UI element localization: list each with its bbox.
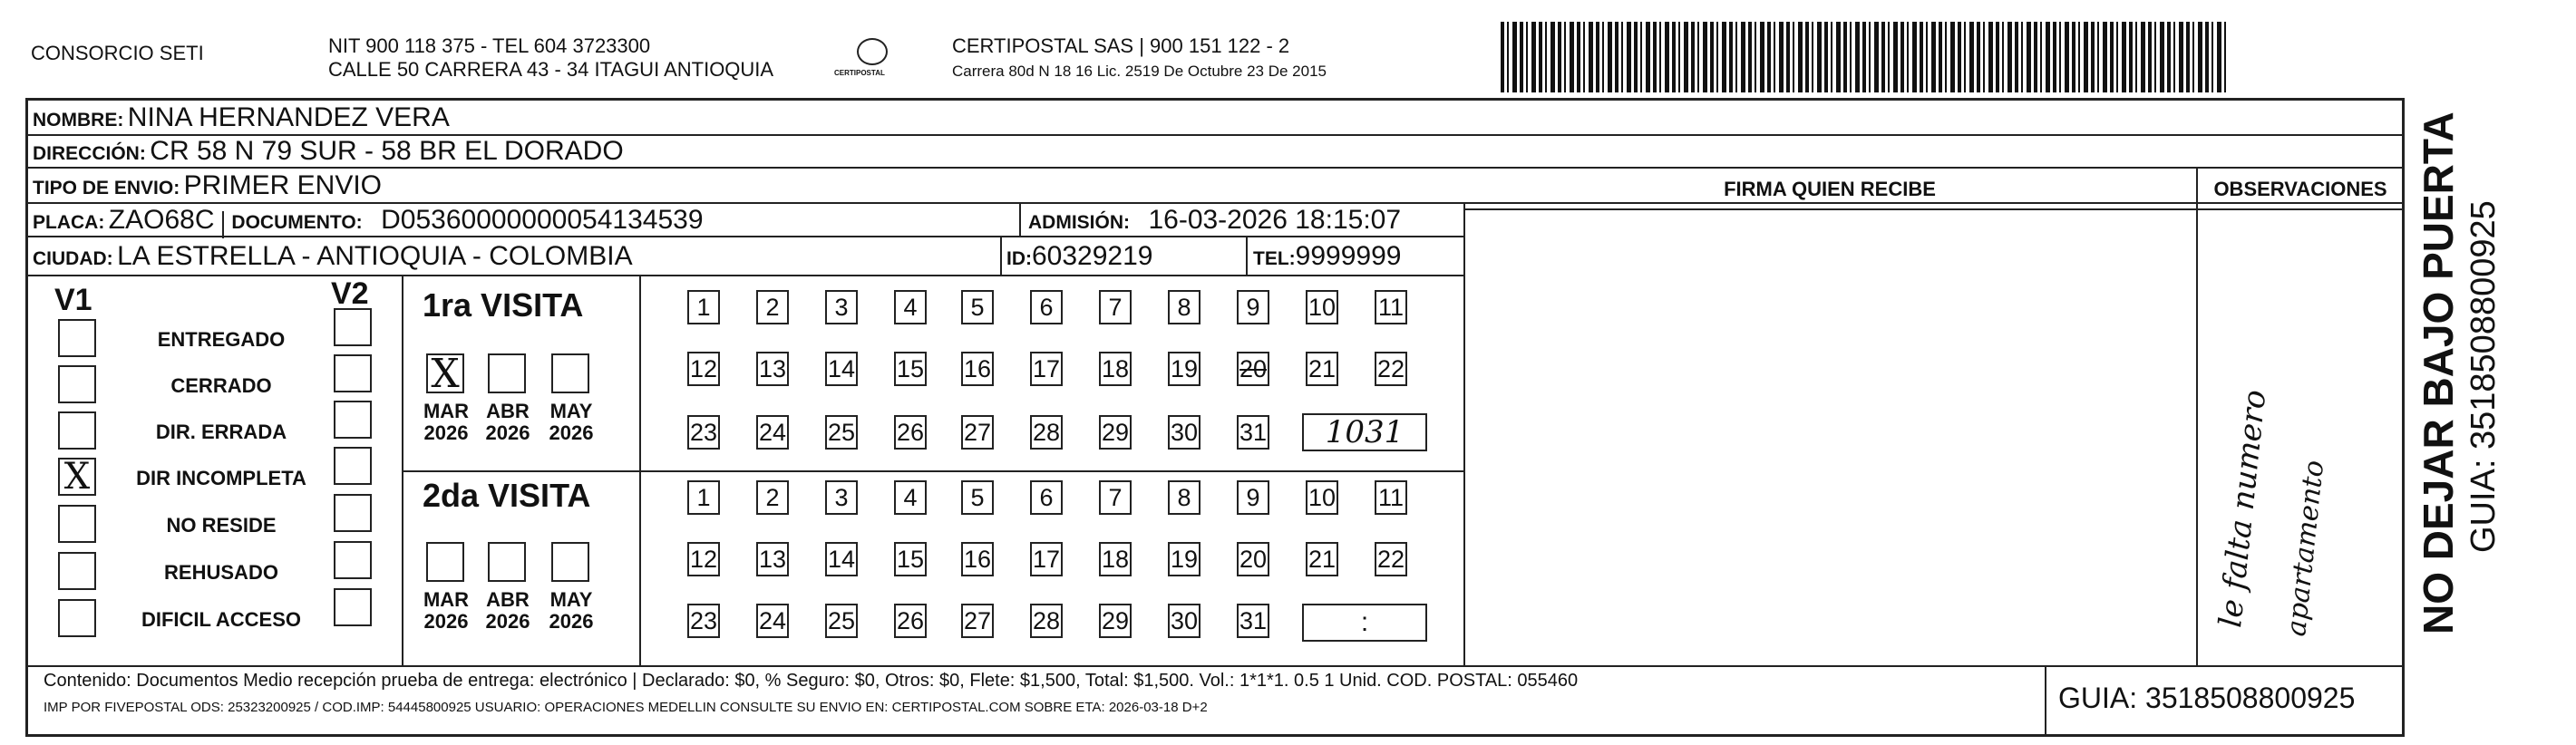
- v1-checkbox: [58, 411, 96, 450]
- day-box: 3: [825, 480, 858, 515]
- day-box: 27: [961, 604, 994, 638]
- day-box: 18: [1099, 352, 1132, 386]
- nombre-value: NINA HERNANDEZ VERA: [127, 102, 450, 132]
- direccion-value: CR 58 N 79 SUR - 58 BR EL DORADO: [150, 136, 624, 166]
- day-box: 5: [961, 290, 994, 324]
- day-box: 28: [1030, 604, 1063, 638]
- day-box: 12: [687, 352, 720, 386]
- tel-row: [1253, 241, 1401, 276]
- certipostal-logo-icon: [857, 38, 888, 65]
- day-box: 1: [687, 290, 720, 324]
- month-year: 2026: [485, 421, 530, 444]
- day-box: 9: [1237, 480, 1269, 515]
- day-box: 10: [1306, 290, 1338, 324]
- status-label: DIR. ERRADA: [155, 421, 287, 443]
- v1-checkbox: [58, 599, 96, 637]
- day-box: 20: [1237, 542, 1269, 576]
- no-dejar-bajo-puerta: NO DEJAR BAJO PUERTA: [2415, 111, 2462, 634]
- day-box: 22: [1375, 352, 1407, 386]
- day-box: 21: [1306, 352, 1338, 386]
- month-year: 2026: [485, 610, 530, 633]
- day-box: 13: [756, 352, 789, 386]
- tel-value: 9999999: [1295, 241, 1402, 271]
- month-label: MAY: [549, 588, 593, 611]
- day-box: 5: [961, 480, 994, 515]
- month-checkbox: X: [426, 353, 464, 393]
- day-box: 29: [1099, 604, 1132, 638]
- company-name: CONSORCIO SETI: [31, 42, 204, 64]
- day-box: 6: [1030, 480, 1063, 515]
- id-row: [1006, 241, 1152, 276]
- direccion-row: [33, 136, 624, 171]
- day-box: 4: [894, 480, 927, 515]
- day-box: 25: [825, 415, 858, 450]
- day-box: 24: [756, 415, 789, 450]
- day-box: 8: [1168, 480, 1201, 515]
- day-box: 19: [1168, 352, 1201, 386]
- license-line: Carrera 80d N 18 16 Lic. 2519 De Octubre 23 De 2015: [952, 63, 1327, 80]
- nombre-row: [33, 102, 450, 138]
- day-box: 8: [1168, 290, 1201, 324]
- status-label: NO RESIDE: [166, 514, 277, 537]
- tipo-row: [33, 170, 382, 206]
- day-box: 25: [825, 604, 858, 638]
- visit2-time-box: :: [1302, 604, 1427, 642]
- observaciones-header: OBSERVACIONES: [2213, 178, 2387, 200]
- v1-checkbox: [58, 552, 96, 590]
- admision-label: ADMISIÓN:: [1028, 212, 1130, 233]
- day-box: 26: [894, 415, 927, 450]
- day-box: 30: [1168, 415, 1201, 450]
- day-box: 29: [1099, 415, 1132, 450]
- v1-header: V1: [54, 283, 92, 317]
- day-box: 19: [1168, 542, 1201, 576]
- status-label: DIFICIL ACCESO: [141, 608, 301, 631]
- footer-content-line: Contenido: Documentos Medio recepción prueba de entrega: electrónico | Declarado: $0, % Seguro: $0, Otros: $0, Flete: $1,500, Total: $1,500. Vol.: 1*1*1. 0.5 1 Unid. COD. POSTAL: 055460: [44, 671, 1579, 691]
- documento-label: DOCUMENTO:: [231, 212, 363, 233]
- month-label: ABR: [486, 588, 530, 611]
- ciudad-row: [33, 241, 633, 276]
- day-box: 1: [687, 480, 720, 515]
- barcode: [1501, 22, 2226, 92]
- day-box: 16: [961, 542, 994, 576]
- day-box: 11: [1375, 480, 1407, 515]
- side-guia: GUIA: 3518508800925: [2464, 200, 2503, 553]
- day-box: 14: [825, 352, 858, 386]
- day-box: 16: [961, 352, 994, 386]
- ciudad-label: CIUDAD:: [33, 248, 113, 269]
- day-box: 10: [1306, 480, 1338, 515]
- visit1-time-box: 1031: [1302, 413, 1427, 451]
- month-year: 2026: [423, 610, 469, 633]
- address-line: CALLE 50 CARRERA 43 - 34 ITAGUI ANTIOQUIA: [328, 58, 774, 81]
- day-box: 15: [894, 542, 927, 576]
- day-box: 21: [1306, 542, 1338, 576]
- v2-header: V2: [331, 276, 369, 311]
- month-checkbox: [488, 542, 526, 582]
- status-label: REHUSADO: [164, 561, 278, 584]
- observation-note-2: apartamento: [2280, 459, 2331, 638]
- v1-checkbox: [58, 505, 96, 543]
- month-year: 2026: [423, 421, 469, 444]
- day-box: 31: [1237, 415, 1269, 450]
- direccion-label: DIRECCIÓN:: [33, 143, 146, 164]
- day-box: 9: [1237, 290, 1269, 324]
- v2-checkbox: [334, 308, 372, 346]
- day-box: 12: [687, 542, 720, 576]
- v2-checkbox: [334, 447, 372, 485]
- logo-text: CERTIPOSTAL: [834, 69, 885, 77]
- v1-checkbox: X: [58, 458, 96, 496]
- v2-checkbox: [334, 494, 372, 532]
- v2-checkbox: [334, 401, 372, 439]
- day-box: 6: [1030, 290, 1063, 324]
- day-box: 27: [961, 415, 994, 450]
- v2-checkbox: [334, 588, 372, 626]
- day-box: 13: [756, 542, 789, 576]
- admision-row: [1028, 205, 1401, 240]
- day-box: 23: [687, 604, 720, 638]
- day-box: 14: [825, 542, 858, 576]
- month-checkbox: [426, 542, 464, 582]
- day-box: 17: [1030, 542, 1063, 576]
- day-box: 30: [1168, 604, 1201, 638]
- tel-label: TEL:: [1253, 248, 1296, 269]
- day-box: 4: [894, 290, 927, 324]
- visit2-title: 2da VISITA: [423, 477, 591, 514]
- tipo-value: PRIMER ENVIO: [183, 170, 383, 200]
- month-label: MAY: [549, 400, 593, 422]
- footer-guia: GUIA: 3518508800925: [2058, 682, 2356, 714]
- day-box: 3: [825, 290, 858, 324]
- day-box: 7: [1099, 290, 1132, 324]
- month-checkbox: [488, 353, 526, 393]
- placa-value: ZAO68C: [108, 205, 215, 235]
- status-label: CERRADO: [170, 374, 272, 397]
- nombre-label: NOMBRE:: [33, 110, 124, 131]
- month-checkbox: [551, 542, 589, 582]
- month-year: 2026: [549, 421, 594, 444]
- day-box: 17: [1030, 352, 1063, 386]
- footer-print-line: IMP POR FIVEPOSTAL ODS: 25323200925 / COD.IMP: 54445800925 USUARIO: OPERACIONES MEDELLIN CONSULTE SU ENVIO EN: CERTIPOSTAL.COM SOBRE ETA: 2026-03-18 D+2: [44, 700, 1208, 715]
- id-label: ID:: [1006, 248, 1032, 269]
- observation-note-1: le falta numero: [2212, 388, 2274, 630]
- day-box: 2: [756, 290, 789, 324]
- status-label: DIR INCOMPLETA: [136, 467, 306, 489]
- day-box: 28: [1030, 415, 1063, 450]
- certipostal-line: CERTIPOSTAL SAS | 900 151 122 - 2: [952, 34, 1290, 57]
- admision-value: 16-03-2026 18:15:07: [1148, 205, 1402, 235]
- day-box: 18: [1099, 542, 1132, 576]
- day-box: 23: [687, 415, 720, 450]
- day-box: 2: [756, 480, 789, 515]
- v2-checkbox: [334, 541, 372, 579]
- day-box: 24: [756, 604, 789, 638]
- documento-value: D05360000000054134539: [381, 205, 704, 235]
- v1-checkbox: [58, 319, 96, 357]
- day-box: 22: [1375, 542, 1407, 576]
- status-label: ENTREGADO: [157, 328, 286, 351]
- day-box: 20: [1237, 352, 1269, 386]
- id-value: 60329219: [1032, 241, 1153, 271]
- month-year: 2026: [549, 610, 594, 633]
- tipo-label: TIPO DE ENVIO:: [33, 178, 180, 198]
- day-box: 26: [894, 604, 927, 638]
- day-box: 31: [1237, 604, 1269, 638]
- month-label: ABR: [486, 400, 530, 422]
- day-box: 11: [1375, 290, 1407, 324]
- nit-line: NIT 900 118 375 - TEL 604 3723300: [328, 34, 651, 57]
- day-box: 15: [894, 352, 927, 386]
- v2-checkbox: [334, 354, 372, 392]
- placa-row: [33, 205, 704, 240]
- v1-checkbox: [58, 365, 96, 403]
- day-box: 7: [1099, 480, 1132, 515]
- month-checkbox: [551, 353, 589, 393]
- ciudad-value: LA ESTRELLA - ANTIOQUIA - COLOMBIA: [117, 241, 633, 271]
- placa-label: PLACA:: [33, 212, 105, 233]
- month-label: MAR: [423, 400, 470, 422]
- firma-header: FIRMA QUIEN RECIBE: [1724, 178, 1936, 200]
- month-label: MAR: [423, 588, 470, 611]
- visit1-title: 1ra VISITA: [423, 286, 584, 324]
